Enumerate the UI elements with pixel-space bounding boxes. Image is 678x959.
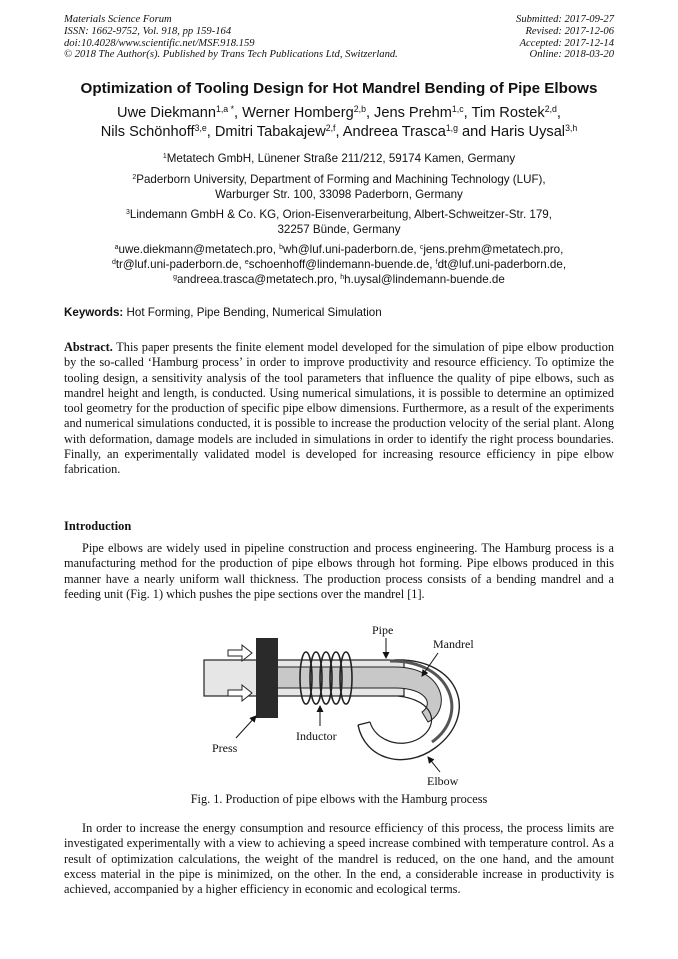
keywords-text: Hot Forming, Pipe Bending, Numerical Simulation bbox=[126, 306, 382, 319]
figure-hamburg-process bbox=[190, 620, 500, 790]
journal-header-left bbox=[64, 14, 398, 61]
email-link[interactable]: wh@luf.uni-paderborn.de bbox=[283, 243, 414, 256]
email-link[interactable]: tr@luf.uni-paderborn.de bbox=[115, 258, 239, 272]
email-link[interactable]: jens.prehm@metatech.pro bbox=[423, 243, 561, 256]
doi-line: doi:10.4028/www.scientific.net/MSF.918.159 bbox=[64, 37, 255, 49]
press-block bbox=[256, 638, 278, 718]
email-link[interactable]: schoenhoff@lindemann-buende.de bbox=[248, 258, 430, 272]
keywords bbox=[64, 306, 624, 319]
affiliation-2: $^2$Paderborn University, Department of Forming and Machining Technology (LUF), Warburger Str. 100, 33098 Paderborn, Germany bbox=[132, 173, 546, 201]
label-inductor: Inductor bbox=[296, 729, 337, 743]
email-link[interactable]: andreea.trasca@metatech.pro bbox=[177, 273, 334, 287]
abstract-label: Abstract. bbox=[64, 340, 113, 354]
journal-header-right bbox=[516, 14, 614, 61]
email-list: $^a$uwe.diekmann@metatech.pro, $^b$wh@luf.uni-paderborn.de, $^c$jens.prehm@metatech.pro, $^d$tr@luf.uni-paderborn.de, $^e$schoenhoff@lindemann-buende.de, $^f$dt@luf.uni-paderborn.de, $^g$andreea.trasca@metatech.pro, $^h$h.uysal@lindemann-buende.de bbox=[111, 243, 567, 287]
author: Tim Rostek$^{2,d}$ bbox=[471, 103, 557, 121]
email-link[interactable]: h.uysal@lindemann-buende.de bbox=[344, 273, 505, 287]
feed-arrow-icon bbox=[228, 645, 252, 661]
email-link[interactable]: dt@luf.uni-paderborn.de bbox=[437, 258, 563, 272]
author: Nils Schönhoff$^{3,e}$ bbox=[100, 122, 207, 140]
label-press: Press bbox=[212, 741, 238, 755]
author: Uwe Diekmann$^{1,a *}$ bbox=[117, 103, 234, 121]
section-heading-introduction: Introduction bbox=[64, 519, 132, 533]
author-list: Uwe Diekmann$^{1,a *}$, Werner Homberg$^{2,b}$, Jens Prehm$^{1,c}$, Tim Rostek$^{2,d}$, Nils Schönhoff$^{3,e}$, Dmitri Tabakajew$^{2,f}$, Andreea Trasca$^{1,g}$ and Haris Uysal$^{3,h}$ bbox=[100, 103, 578, 140]
author: Jens Prehm$^{1,c}$ bbox=[374, 103, 464, 121]
copyright-line: © 2018 The Author(s). Published by Trans Tech Publications Ltd, Switzerland. bbox=[64, 49, 398, 61]
issn-line: ISSN: 1662-9752, Vol. 918, pp 159-164 bbox=[64, 25, 232, 37]
paper-title: Optimization of Tooling Design for Hot Mandrel Bending of Pipe Elbows bbox=[80, 80, 598, 97]
label-elbow: Elbow bbox=[427, 774, 459, 788]
label-mandrel: Mandrel bbox=[433, 637, 474, 651]
author: Haris Uysal$^{3,h}$ bbox=[490, 122, 578, 140]
journal-name: Materials Science Forum bbox=[64, 14, 172, 25]
introduction-paragraph-2: In order to increase the energy consumption and resource efficiency of this process, the process limits are investigated experimentally with a view to achieving a speed increase combined with temperature control. As a result of optimization calculations, the weight of the mandrel is reduced, on the one hand, and the amount excess material in the pipe is minimized, on the other. In the end, a considerable increase in productivity is achieved, accompanied by a higher efficiency in economic and ecological terms. bbox=[64, 821, 614, 897]
online-date: Online: 2018-03-20 bbox=[529, 49, 614, 61]
author: Dmitri Tabakajew$^{2,f}$ bbox=[214, 122, 336, 140]
affiliation-1: $^1$Metatech GmbH, Lünener Straße 211/212, 59174 Kamen, Germany bbox=[162, 152, 516, 165]
keywords-label: Keywords: bbox=[64, 306, 124, 319]
abstract bbox=[64, 340, 614, 478]
introduction-paragraph-1: Pipe elbows are widely used in pipeline construction and process engineering. The Hamburg process is a manufacturing method for the production of pipe elbows through hot forming. Pipe elbows produced in this manner have a nearly uniform wall thickness. The production process consists of a bending mandrel and a feeding unit (Fig. 1) which pushes the pipe sections over the mandrel [1]. bbox=[64, 541, 614, 601]
affiliation-3: $^3$Lindemann GmbH & Co. KG, Orion-Eisenverarbeitung, Albert-Schweitzer-Str. 179, 32257 Bünde, Germany bbox=[126, 208, 552, 236]
submitted-date: Submitted: 2017-09-27 bbox=[516, 14, 614, 25]
email-link[interactable]: uwe.diekmann@metatech.pro bbox=[118, 243, 273, 256]
label-pipe: Pipe bbox=[372, 623, 394, 637]
author: Werner Homberg$^{2,b}$ bbox=[242, 103, 366, 121]
author: Andreea Trasca$^{1,g}$ bbox=[342, 122, 458, 140]
revised-date: Revised: 2017-12-06 bbox=[525, 25, 614, 37]
accepted-date: Accepted: 2017-12-14 bbox=[519, 37, 614, 49]
figure-caption: Fig. 1. Production of pipe elbows with the Hamburg process bbox=[190, 792, 488, 806]
abstract-text: This paper presents the finite element model developed for the simulation of pipe elbow production by the so-called ‘Hamburg process’ in order to improve productivity and resource efficiency. To optimize the tooling design, a sensitivity analysis of the tool parameters that influence the quality of pipe elbows, such as mandrel height and length, is conducted. Using numerical simulations, it is possible to determine an optimized tool geometry for the production of specific pipe elbow dimensions. Furthermore, as a result of the experiments and numerical simulations conducted, it is possible to increase the production velocity of the serial plant. Along with deformation, damage models are included in simulations in order to identify the right process boundaries. Finally, an experimentally validated model is developed for increasing resource efficiency in pipe elbow fabrication. bbox=[64, 340, 614, 477]
